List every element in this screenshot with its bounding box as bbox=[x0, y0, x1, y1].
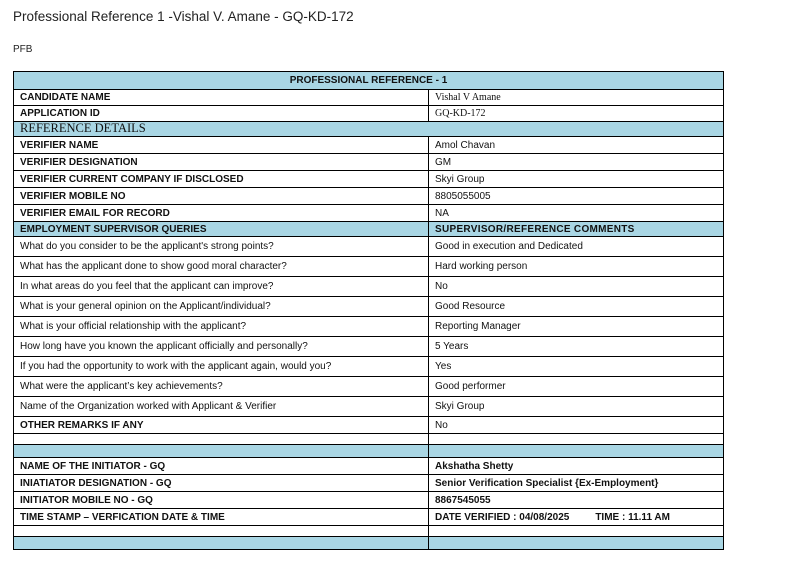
empty-cell bbox=[14, 434, 429, 445]
candidate-name-value: Vishal V Amane bbox=[429, 90, 724, 106]
table-row bbox=[14, 297, 724, 317]
timestamp-row bbox=[14, 509, 724, 526]
initiator-designation-value: Senior Verification Specialist {Ex-Employment} bbox=[429, 475, 724, 492]
candidate-name-row bbox=[14, 90, 724, 106]
table-title: PROFESSIONAL REFERENCE - 1 bbox=[14, 72, 724, 90]
empty-cell bbox=[429, 434, 724, 445]
initiator-designation-label: INIATIATOR DESIGNATION - GQ bbox=[14, 475, 429, 492]
blue-footer-row bbox=[14, 537, 724, 550]
answer-text: Hard working person bbox=[429, 257, 724, 277]
initiator-designation-row bbox=[14, 475, 724, 492]
empty-cell bbox=[14, 537, 429, 550]
verifier-name-label: VERIFIER NAME bbox=[14, 137, 429, 154]
email-greeting: PFB bbox=[13, 44, 33, 55]
empty-cell bbox=[14, 526, 429, 537]
time-verified: TIME : 11.11 AM bbox=[595, 511, 670, 523]
reference-details-row bbox=[14, 122, 724, 137]
question-text: How long have you known the applicant officially and personally? bbox=[14, 337, 429, 357]
table-row bbox=[14, 277, 724, 297]
question-text: If you had the opportunity to work with the applicant again, would you? bbox=[14, 357, 429, 377]
question-text: What has the applicant done to show good moral character? bbox=[14, 257, 429, 277]
empty-row bbox=[14, 434, 724, 445]
verifier-email-label: VERIFIER EMAIL FOR RECORD bbox=[14, 205, 429, 222]
date-verified: DATE VERIFIED : 04/08/2025 bbox=[435, 511, 570, 523]
verifier-name-value: Amol Chavan bbox=[429, 137, 724, 154]
answer-text: Skyi Group bbox=[429, 397, 724, 417]
queries-header-row bbox=[14, 222, 724, 237]
empty-row bbox=[14, 526, 724, 537]
question-text: What is your general opinion on the Applicant/individual? bbox=[14, 297, 429, 317]
verifier-mobile-row bbox=[14, 188, 724, 205]
answer-text: Good in execution and Dedicated bbox=[429, 237, 724, 257]
question-text: What do you consider to be the applicant's strong points? bbox=[14, 237, 429, 257]
application-id-row bbox=[14, 106, 724, 122]
verifier-email-row bbox=[14, 205, 724, 222]
verifier-company-label: VERIFIER CURRENT COMPANY IF DISCLOSED bbox=[14, 171, 429, 188]
initiator-name-value: Akshatha Shetty bbox=[429, 458, 724, 475]
table-row bbox=[14, 377, 724, 397]
professional-reference-table bbox=[13, 71, 724, 550]
initiator-mobile-value: 8867545055 bbox=[429, 492, 724, 509]
initiator-mobile-label: INITIATOR MOBILE NO - GQ bbox=[14, 492, 429, 509]
queries-header: EMPLOYMENT SUPERVISOR QUERIES bbox=[14, 222, 429, 237]
verifier-mobile-value: 8805055005 bbox=[429, 188, 724, 205]
empty-cell bbox=[429, 445, 724, 458]
verifier-company-value: Skyi Group bbox=[429, 171, 724, 188]
answer-text: 5 Years bbox=[429, 337, 724, 357]
verifier-name-row bbox=[14, 137, 724, 154]
verifier-mobile-label: VERIFIER MOBILE NO bbox=[14, 188, 429, 205]
other-remarks-label: OTHER REMARKS IF ANY bbox=[14, 417, 429, 434]
candidate-name-label: CANDIDATE NAME bbox=[14, 90, 429, 106]
email-subject: Professional Reference 1 -Vishal V. Amane - GQ-KD-172 bbox=[13, 9, 354, 24]
answer-text: Good performer bbox=[429, 377, 724, 397]
timestamp-value bbox=[429, 509, 724, 526]
comments-header: SUPERVISOR/REFERENCE COMMENTS bbox=[429, 222, 724, 237]
question-text: What were the applicant’s key achievements? bbox=[14, 377, 429, 397]
other-remarks-row bbox=[14, 417, 724, 434]
timestamp-label: TIME STAMP – VERFICATION DATE & TIME bbox=[14, 509, 429, 526]
verifier-designation-label: VERIFIER DESIGNATION bbox=[14, 154, 429, 171]
question-text: In what areas do you feel that the applicant can improve? bbox=[14, 277, 429, 297]
question-text: What is your official relationship with the applicant? bbox=[14, 317, 429, 337]
table-row bbox=[14, 257, 724, 277]
table-row bbox=[14, 357, 724, 377]
initiator-mobile-row bbox=[14, 492, 724, 509]
reference-details-heading: REFERENCE DETAILS bbox=[14, 122, 724, 137]
table-row bbox=[14, 237, 724, 257]
empty-cell bbox=[14, 445, 429, 458]
table-row bbox=[14, 317, 724, 337]
application-id-value: GQ-KD-172 bbox=[429, 106, 724, 122]
verifier-designation-row bbox=[14, 154, 724, 171]
answer-text: No bbox=[429, 277, 724, 297]
table-title-row bbox=[14, 72, 724, 90]
answer-text: Reporting Manager bbox=[429, 317, 724, 337]
initiator-name-row bbox=[14, 458, 724, 475]
answer-text: Yes bbox=[429, 357, 724, 377]
answer-text: Good Resource bbox=[429, 297, 724, 317]
verifier-email-value: NA bbox=[429, 205, 724, 222]
verifier-company-row bbox=[14, 171, 724, 188]
verifier-designation-value: GM bbox=[429, 154, 724, 171]
empty-cell bbox=[429, 526, 724, 537]
initiator-name-label: NAME OF THE INITIATOR - GQ bbox=[14, 458, 429, 475]
table-row bbox=[14, 337, 724, 357]
table-row bbox=[14, 397, 724, 417]
question-text: Name of the Organization worked with Applicant & Verifier bbox=[14, 397, 429, 417]
blue-spacer-row bbox=[14, 445, 724, 458]
other-remarks-value: No bbox=[429, 417, 724, 434]
application-id-label: APPLICATION ID bbox=[14, 106, 429, 122]
empty-cell bbox=[429, 537, 724, 550]
